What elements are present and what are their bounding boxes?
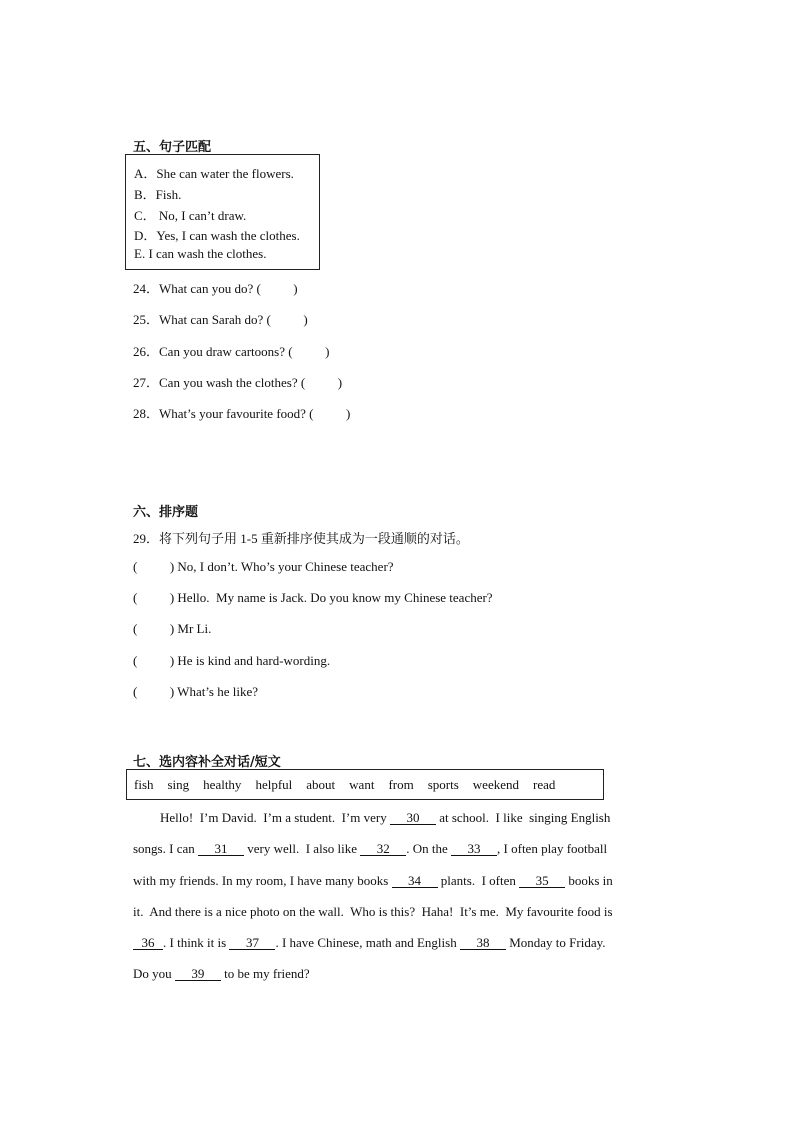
passage-line-6 xyxy=(133,966,310,982)
word-bank-item: sing xyxy=(167,776,190,792)
word-bank-item: read xyxy=(532,776,556,792)
order-item-3: ( ) Mr Li. xyxy=(133,621,212,636)
passage-text: very well. I also like xyxy=(244,841,361,856)
passage-text: Do you xyxy=(133,966,175,981)
question-26: 26．Can you draw cartoons? ( ) xyxy=(133,344,330,359)
option-b: B．Fish. xyxy=(134,187,182,202)
blank-33[interactable]: 33 xyxy=(451,842,497,856)
passage-text: . On the xyxy=(406,841,452,856)
passage-text: . I think it is xyxy=(163,935,230,950)
passage-text: songs. I can xyxy=(133,841,198,856)
passage-text: plants. I often xyxy=(437,873,520,888)
passage-line-3 xyxy=(133,873,613,889)
blank-31[interactable]: 31 xyxy=(198,842,244,856)
blank-35[interactable]: 35 xyxy=(519,874,565,888)
question-28: 28．What’s your favourite food? ( ) xyxy=(133,406,351,421)
passage-line-4: it. And there is a nice photo on the wall. Who is this? Haha! It’s me. My favourite food is xyxy=(133,904,613,919)
section-6-heading: 六、排序题 xyxy=(133,505,199,520)
word-bank xyxy=(126,769,604,800)
question-25: 25．What can Sarah do? ( ) xyxy=(133,312,308,327)
blank-32[interactable]: 32 xyxy=(360,842,406,856)
blank-39[interactable]: 39 xyxy=(175,967,221,981)
passage-text: . I have Chinese, math and English xyxy=(275,935,460,950)
passage-line-5 xyxy=(133,935,606,951)
order-item-5: ( ) What’s he like? xyxy=(133,684,259,699)
option-a: A．She can water the flowers. xyxy=(134,166,294,181)
order-item-4: ( ) He is kind and hard-wording. xyxy=(133,653,331,668)
option-e: E. I can wash the clothes. xyxy=(134,246,267,261)
option-d: D．Yes, I can wash the clothes. xyxy=(134,228,300,243)
passage-text: to be my friend? xyxy=(220,966,310,981)
word-bank-item: about xyxy=(306,776,336,792)
option-c: C． No, I can’t draw. xyxy=(134,208,247,223)
blank-36[interactable]: 36 xyxy=(133,936,163,950)
question-24: 24．What can you do? ( ) xyxy=(133,281,298,296)
question-27: 27．Can you wash the clothes? ( ) xyxy=(133,375,343,390)
section-7-heading: 七、选内容补全对话/短文 xyxy=(133,755,281,770)
passage-text: , I often play football xyxy=(497,841,608,856)
word-bank-item: weekend xyxy=(472,776,519,792)
word-bank-item: helpful xyxy=(255,776,293,792)
section-5-heading: 五、句子匹配 xyxy=(133,140,212,155)
passage-line-2 xyxy=(133,841,607,857)
passage-text: Monday to Friday. xyxy=(505,935,606,950)
passage-line-1 xyxy=(160,810,610,826)
section-6-instruction: 29．将下列句子用 1-5 重新排序使其成为一段通顺的对话。 xyxy=(133,531,469,546)
order-item-1: ( ) No, I don’t. Who’s your Chinese teacher? xyxy=(133,559,394,574)
passage-text: books in xyxy=(565,873,613,888)
blank-30[interactable]: 30 xyxy=(390,811,436,825)
order-item-2: ( ) Hello. My name is Jack. Do you know my Chinese teacher? xyxy=(133,590,493,605)
passage-text: Hello! I’m David. I’m a student. I’m very xyxy=(160,810,390,825)
options-box xyxy=(125,154,320,270)
word-bank-item: fish xyxy=(134,776,154,792)
passage-text: with my friends. In my room, I have many books xyxy=(133,873,392,888)
blank-34[interactable]: 34 xyxy=(392,874,438,888)
word-bank-item: from xyxy=(388,776,414,792)
word-bank-item: healthy xyxy=(203,776,242,792)
word-bank-item: sports xyxy=(427,776,459,792)
blank-38[interactable]: 38 xyxy=(460,936,506,950)
passage-text: at school. I like singing English xyxy=(435,810,611,825)
blank-37[interactable]: 37 xyxy=(229,936,275,950)
word-bank-item: want xyxy=(349,776,375,792)
